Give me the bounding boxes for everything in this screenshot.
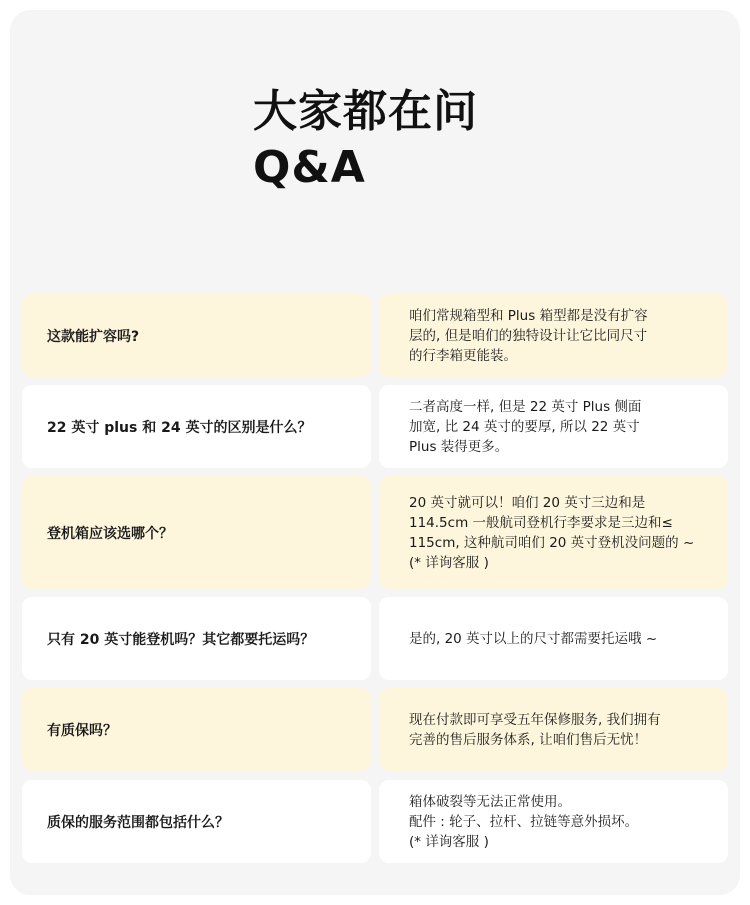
question-text: 这款能扩容吗?: [47, 328, 140, 345]
faq-answer: [379, 476, 728, 589]
answer-text: 20 英寸就可以！咱们 20 英寸三边和是 114.5cm 一般航司登机行李要求是三边和≤ 115cm, 这种航司咱们 20 英寸登机没问题的 ~ (* 详询客服 ): [409, 494, 695, 571]
question-text: 有质保吗？: [47, 722, 117, 739]
faq-row: [22, 780, 728, 863]
answer-text: 二者高度一样, 但是 22 英寸 Plus 侧面 加宽, 比 24 英寸的要厚, 所以 22 英寸 Plus 装得更多。: [409, 398, 642, 455]
question-text: 只有 20 英寸能登机吗？其它都要托运吗？: [47, 631, 315, 648]
title-line-1: 大家都在问: [253, 86, 478, 137]
faq-question: [22, 780, 371, 863]
faq-question: [22, 688, 371, 771]
title-line-2: Q&A: [253, 142, 366, 193]
faq-question: [22, 476, 371, 589]
faq-answer: [379, 780, 728, 863]
answer-text: 现在付款即可享受五年保修服务, 我们拥有 完善的售后服务体系, 让咱们售后无忧！: [409, 711, 661, 748]
answer-text: 咱们常规箱型和 Plus 箱型都是没有扩容 层的, 但是咱们的独特设计让它比同尺寸 的行李箱更能装。: [409, 307, 648, 364]
faq-row: [22, 476, 728, 589]
page-title: [253, 84, 478, 196]
faq-answer: [379, 688, 728, 771]
answer-text: 是的, 20 英寸以上的尺寸都需要托运哦 ~: [409, 630, 658, 647]
faq-question: [22, 597, 371, 680]
faq-row: [22, 294, 728, 377]
faq-answer: [379, 294, 728, 377]
question-text: 登机箱应该选哪个？: [47, 525, 173, 542]
question-text: 质保的服务范围都包括什么？: [47, 814, 229, 831]
faq-question: [22, 294, 371, 377]
faq-answer: [379, 597, 728, 680]
faq-row: [22, 597, 728, 680]
faq-answer: [379, 385, 728, 468]
question-text: 22 英寸 plus 和 24 英寸的区别是什么？: [47, 419, 312, 436]
answer-text: 箱体破裂等无法正常使用。 配件 : 轮子、拉杆、拉链等意外损坏。 (* 详询客服 ): [409, 793, 639, 850]
faq-question: [22, 385, 371, 468]
faq-row: [22, 385, 728, 468]
faq-row: [22, 688, 728, 771]
